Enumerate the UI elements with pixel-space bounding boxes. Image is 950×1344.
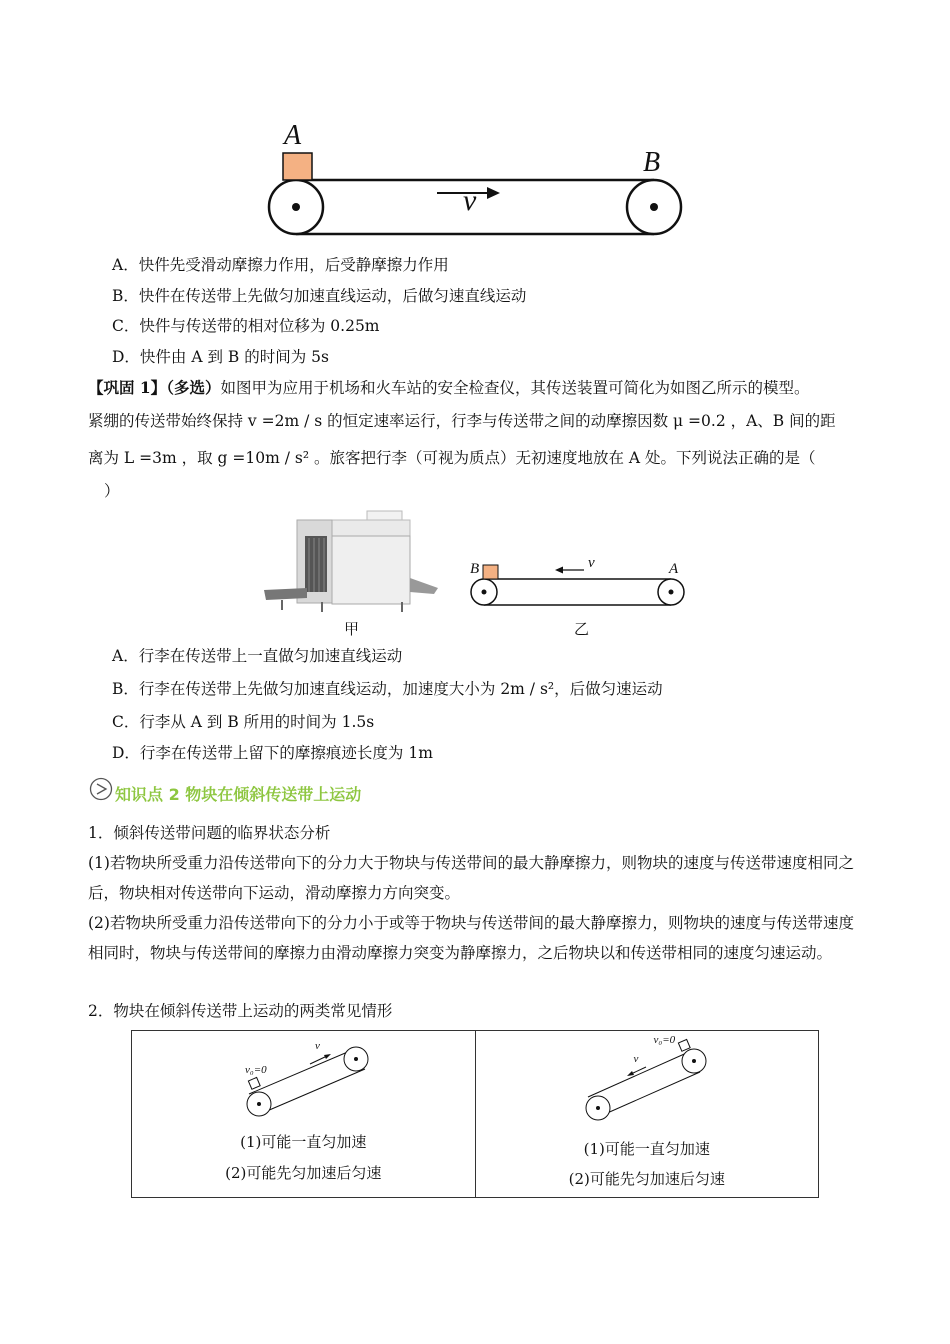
right-v-label: v: [633, 1053, 639, 1065]
right-v0-label: v₀=0: [653, 1034, 676, 1046]
conveyor-figure-2: [466, 560, 691, 610]
case-cell-right: [475, 1031, 819, 1198]
problem-line-1: 【巩固 1】（多选）如图甲为应用于机场和火车站的安全检查仪，其传送装置可简化为如图乙所示的模型。: [88, 378, 810, 397]
q2-option-b: B．行李在传送带上先做匀加速直线运动，加速度大小为 2m / s²，后做匀速运动: [112, 680, 663, 698]
q2-option-a: A．行李在传送带上一直做匀加速直线运动: [112, 647, 403, 665]
q2-option-c: C．行李从 A 到 B 所用的时间为 1.5s: [112, 713, 375, 731]
incline-up-diagram: [232, 1037, 382, 1132]
body-p3: (2)若物块所受重力沿传送带向下的分力小于或等于物块与传送带间的最大静摩擦力，则物块的速度与传送带速度相同时，物块与传送带间的摩擦力由滑动摩擦力突变为静摩擦力，之后物块以和传送带相同的速度匀速运动。: [88, 914, 854, 962]
right-caption-1: (1)可能一直匀加速: [583, 1140, 710, 1158]
body-p1: 1．倾斜传送带问题的临界状态分析: [88, 824, 331, 842]
conveyor-figure-1: [262, 145, 692, 240]
q1-option-c: C．快件与传送带的相对位移为 0.25m: [112, 317, 380, 335]
q2-option-d: D．行李在传送带上留下的摩擦痕迹长度为 1m: [112, 744, 433, 762]
section-play-icon: [89, 777, 115, 803]
security-scanner-image: [262, 508, 442, 618]
figure1-label-v: v: [463, 184, 477, 217]
q1-option-a: A．快件先受滑动摩擦力作用，后受静摩擦力作用: [112, 256, 449, 274]
left-caption-1: (1)可能一直匀加速: [240, 1133, 367, 1151]
incline-down-diagram: [576, 1037, 726, 1132]
problem-line-3: 离为 L =3m ，取 g =10m / s² 。旅客把行李（可视为质点）无初速度地放在 A 处。下列说法正确的是（: [88, 449, 816, 467]
case-cell-left: [132, 1031, 476, 1198]
q1-option-d: D．快件由 A 到 B 的时间为 5s: [112, 348, 329, 366]
figure2-caption-left: 甲: [344, 620, 360, 638]
right-caption-2: (2)可能先匀加速后匀速: [568, 1170, 725, 1188]
block-icon: [283, 153, 312, 180]
problem-line-4: ）: [104, 482, 120, 500]
body-p4: 2．物块在倾斜传送带上运动的两类常见情形: [88, 1002, 393, 1020]
section-title: 知识点 2 物块在倾斜传送带上运动: [115, 785, 362, 804]
figure2-label-v: v: [588, 555, 595, 571]
left-v-label: v: [315, 1040, 320, 1052]
figure2-label-a: A: [669, 561, 679, 577]
problem-type: （多选）: [166, 378, 221, 397]
figure1-label-a: A: [284, 120, 302, 151]
luggage-block-icon: [483, 565, 498, 579]
left-caption-2: (2)可能先匀加速后匀速: [225, 1164, 382, 1182]
q1-option-b: B．快件在传送带上先做匀加速直线运动，后做匀速直线运动: [112, 287, 527, 305]
figure2-caption-right: 乙: [574, 620, 590, 638]
problem-line-2: 紧绷的传送带始终保持 v =2m / s 的恒定速率运行，行李与传送带之间的动摩擦因数 μ =0.2 ，A、B 间的距: [88, 412, 836, 430]
figure1-label-b: B: [643, 147, 661, 178]
left-v0-label: v₀=0: [245, 1064, 267, 1076]
problem-tag: 【巩固 1】: [88, 378, 167, 397]
body-p2: (1)若物块所受重力沿传送带向下的分力大于物块与传送带间的最大静摩擦力，则物块的速度与传送带速度相同之后，物块相对传送带向下运动，滑动摩擦力方向突变。: [88, 854, 854, 902]
cases-table: [131, 1030, 819, 1198]
figure2-label-b: B: [470, 561, 480, 577]
